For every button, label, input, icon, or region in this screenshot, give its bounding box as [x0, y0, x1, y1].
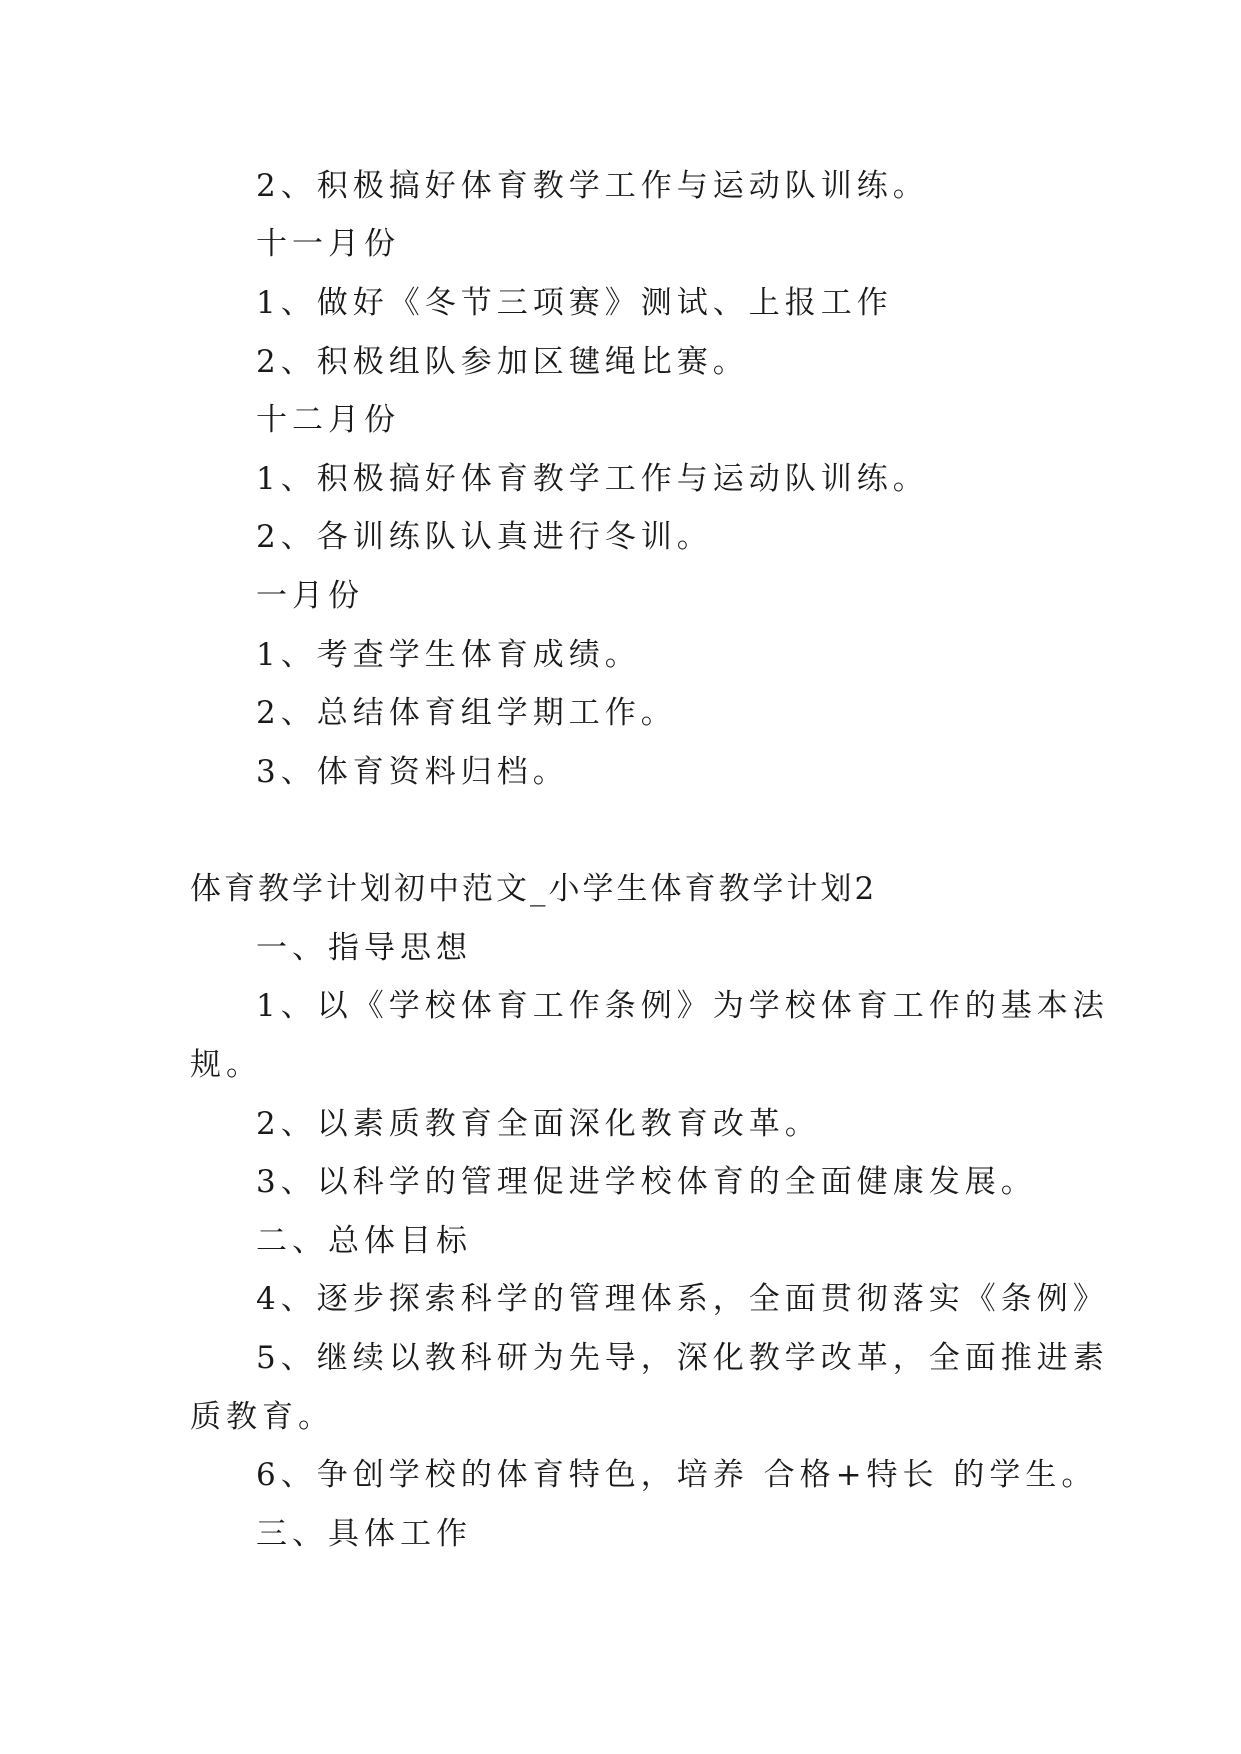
paragraph-line: 2、积极搞好体育教学工作与运动队训练。 [256, 168, 929, 204]
paragraph-line: 2、各训练队认真进行冬训。 [256, 519, 713, 555]
month-heading: 十二月份 [256, 402, 400, 438]
section-heading: 二、总体目标 [256, 1223, 472, 1259]
paragraph-line: 2、以素质教育全面深化教育改革。 [256, 1106, 821, 1142]
month-heading: 十一月份 [256, 226, 400, 262]
paragraph-line: 1、积极搞好体育教学工作与运动队训练。 [256, 461, 929, 497]
paragraph-line: 4、逐步探索科学的管理体系，全面贯彻落实《条例》 [256, 1281, 1109, 1317]
section-title: 体育教学计划初中范文_小学生体育教学计划2 [190, 871, 878, 907]
paragraph-line: 3、以科学的管理促进学校体育的全面健康发展。 [256, 1164, 1037, 1200]
paragraph-line: 2、总结体育组学期工作。 [256, 695, 677, 731]
section-heading: 一、指导思想 [256, 930, 472, 966]
section-heading: 三、具体工作 [256, 1516, 472, 1552]
paragraph-line: 1、以《学校体育工作条例》为学校体育工作的基本法 [256, 988, 1109, 1024]
month-heading: 一月份 [256, 578, 364, 614]
paragraph-line: 1、做好《冬节三项赛》测试、上报工作 [256, 285, 893, 321]
paragraph-line: 6、争创学校的体育特色，培养 合格+特长 的学生。 [256, 1457, 1098, 1493]
paragraph-line: 5、继续以教科研为先导，深化教学改革，全面推进素 [256, 1340, 1109, 1376]
paragraph-line: 1、考查学生体育成绩。 [256, 637, 641, 673]
paragraph-line: 2、积极组队参加区毽绳比赛。 [256, 344, 749, 380]
paragraph-line: 质教育。 [190, 1399, 334, 1435]
paragraph-line: 3、体育资料归档。 [256, 754, 569, 790]
paragraph-line: 规。 [190, 1047, 262, 1083]
